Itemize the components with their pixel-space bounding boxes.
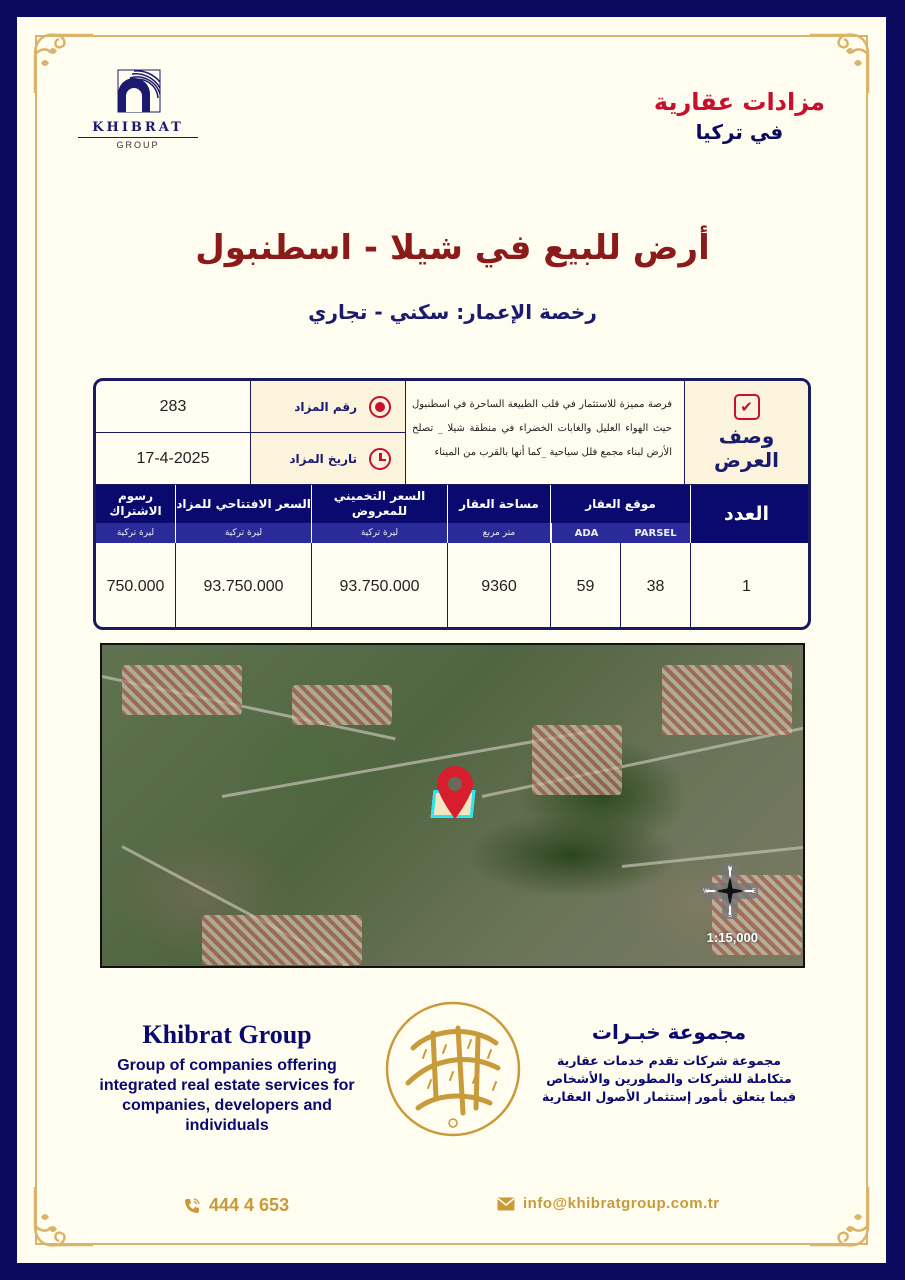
header-ada: ADA bbox=[551, 523, 621, 543]
map-buildings bbox=[122, 665, 242, 715]
footer-arabic bbox=[535, 1020, 803, 1106]
cell-count: 1 bbox=[742, 577, 751, 595]
checkbox-icon: ✔ bbox=[734, 394, 760, 420]
description-text: فرصة مميزة للاستثمار في قلب الطبيعة الساحرة في اسطنبول حيث الهواء العليل والغابات الخضراء في منطقة شيلا _ تصلح الأرض لبناء مجمع فلل سياحية _كما أنها بالقرب من الميناء bbox=[404, 381, 685, 485]
header-opening-price-label: السعر الافتتاحي للمزاد bbox=[176, 496, 311, 511]
contact-email[interactable] bbox=[497, 1195, 720, 1212]
auction-info-table bbox=[93, 378, 811, 630]
header-parsel: PARSEL bbox=[621, 523, 690, 543]
contact-phone[interactable] bbox=[183, 1195, 289, 1216]
envelope-icon bbox=[497, 1197, 515, 1211]
cell-estimated-price: 93.750.000 bbox=[312, 543, 448, 630]
ornament-corner-icon bbox=[808, 25, 878, 95]
cell-parsel: 59 bbox=[551, 543, 621, 630]
footer-en-title: Khibrat Group bbox=[142, 1020, 312, 1049]
khibrat-arch-icon bbox=[112, 68, 164, 116]
compass-rose-icon bbox=[702, 863, 758, 919]
header-subscription-fee-label: رسوم الاشتراك bbox=[109, 489, 162, 518]
cell-ada: 38 bbox=[621, 543, 691, 630]
header-estimated-price-unit: ليرة تركية bbox=[312, 523, 447, 543]
email-address: info@khibratgroup.com.tr bbox=[523, 1195, 720, 1212]
footer-english bbox=[92, 1020, 362, 1136]
map-road bbox=[482, 726, 805, 798]
compass-n: N bbox=[727, 866, 733, 872]
header-subscription-fee-unit: ليرة تركية bbox=[96, 523, 175, 543]
info-top-section bbox=[96, 381, 808, 485]
map-buildings bbox=[202, 915, 362, 965]
footer-ar-description: مجموعة شركات تقدم خدمات عقارية متكاملة للشركات والمطورين والأشخاص فيما يتعلق بأمور إستثمار الأصول العقارية bbox=[541, 1053, 797, 1104]
description-label-cell bbox=[685, 381, 808, 485]
map-buildings bbox=[292, 685, 392, 725]
auction-number-value: 283 bbox=[96, 381, 251, 433]
cell-area: 9360 bbox=[448, 543, 551, 630]
header-count: العدد bbox=[685, 485, 808, 543]
footer-ar-title: مجموعة خبـرات bbox=[591, 1020, 747, 1044]
map-buildings bbox=[662, 665, 792, 735]
auction-date-value: 17-4-2025 bbox=[96, 433, 251, 485]
header-title bbox=[654, 88, 825, 144]
header-area-unit: متر مربع bbox=[448, 523, 550, 543]
phone-number: 444 4 653 bbox=[209, 1195, 290, 1215]
header-estimated-price-label: السعر التخميني للمعروض bbox=[333, 489, 426, 518]
header-area bbox=[448, 485, 551, 543]
header-title-line2: في تركيا bbox=[695, 120, 784, 144]
header-title-line1: مزادات عقارية bbox=[653, 88, 825, 116]
logo-brand-text: KHIBRAT bbox=[78, 120, 198, 138]
zoning-subtitle: رخصة الإعمار: سكني - تجاري bbox=[308, 300, 597, 324]
description-label: وصف العرض bbox=[714, 423, 779, 472]
calligraphy-seal-icon bbox=[378, 998, 528, 1140]
khibrat-logo bbox=[78, 68, 198, 150]
phone-icon bbox=[183, 1197, 201, 1215]
clock-icon bbox=[369, 448, 391, 470]
table-row bbox=[96, 543, 808, 630]
auction-number-label-cell bbox=[251, 381, 406, 433]
cell-subscription-fee: 750.000 bbox=[96, 543, 176, 630]
auction-number-label: رقم المزاد bbox=[294, 399, 357, 414]
map-buildings bbox=[532, 725, 622, 795]
satellite-map bbox=[100, 643, 805, 968]
header-opening-price-unit: ليرة تركية bbox=[176, 523, 311, 543]
page-title: أرض للبيع في شيلا - اسطنبول bbox=[195, 228, 710, 268]
header-opening-price bbox=[176, 485, 312, 543]
header-estimated-price bbox=[312, 485, 448, 543]
location-pin-icon bbox=[432, 765, 478, 821]
header-subscription-fee bbox=[96, 485, 176, 543]
logo-sub-text: GROUP bbox=[116, 140, 160, 150]
auction-date-label: تاريخ المزاد bbox=[289, 451, 357, 466]
compass-s: S bbox=[727, 913, 733, 919]
cell-opening-price: 93.750.000 bbox=[176, 543, 312, 630]
auction-date-label-cell bbox=[251, 433, 406, 485]
footer-en-description: Group of companies offering integrated real estate services for companies, developers and individuals bbox=[99, 1057, 355, 1134]
header-location bbox=[551, 485, 691, 543]
compass-w: W bbox=[703, 889, 709, 895]
ornament-corner-icon bbox=[808, 1185, 878, 1255]
target-icon bbox=[369, 396, 391, 418]
header-location-label: موقع العقار bbox=[585, 496, 656, 511]
ornament-corner-icon bbox=[25, 1185, 95, 1255]
header-location-subs bbox=[551, 523, 690, 543]
compass-e: E bbox=[751, 889, 757, 895]
header-area-label: مساحة العقار bbox=[459, 496, 539, 511]
map-scale: 1:15,000 bbox=[706, 930, 758, 945]
